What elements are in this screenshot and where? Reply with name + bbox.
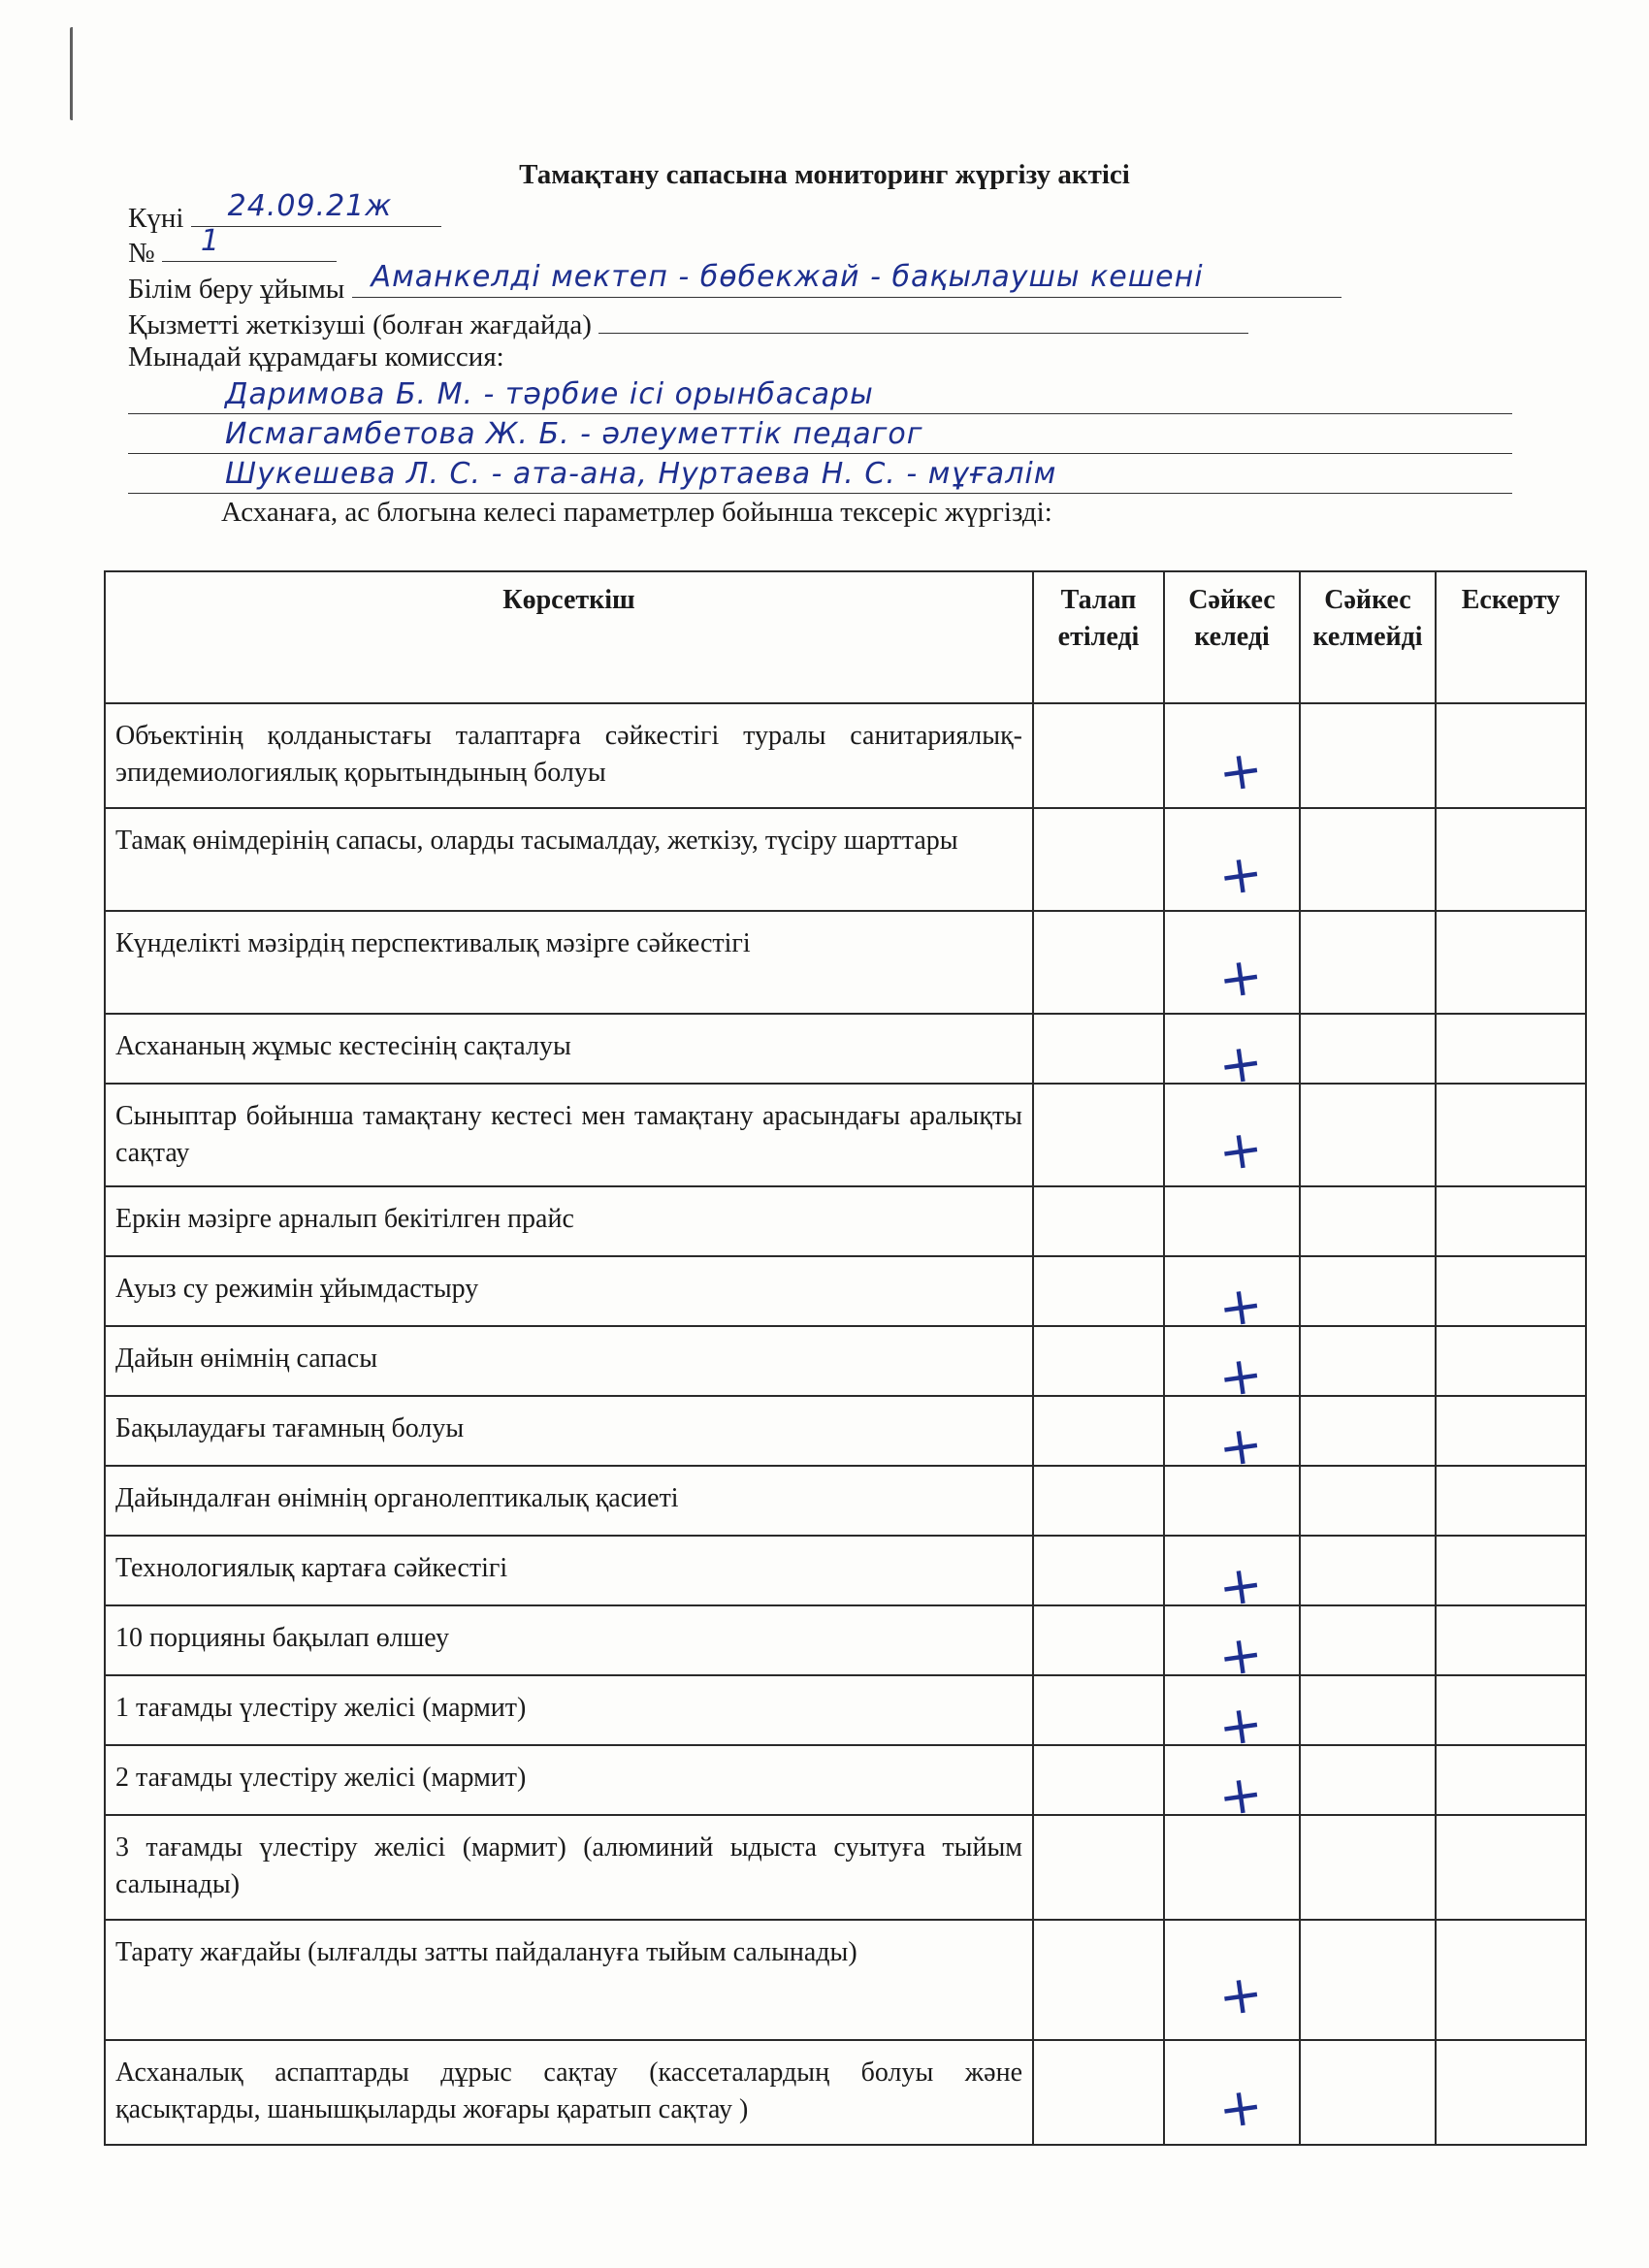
not-complies-cell[interactable] bbox=[1300, 911, 1436, 1014]
not-complies-cell[interactable] bbox=[1300, 1014, 1436, 1084]
not-complies-cell[interactable] bbox=[1300, 703, 1436, 808]
plus-mark: + bbox=[1214, 1692, 1267, 1760]
indicator-cell: Тарату жағдайы (ылғалды затты пайдалануға тыйым салынады) bbox=[105, 1920, 1033, 2040]
note-cell[interactable] bbox=[1436, 1815, 1586, 1920]
required-cell[interactable] bbox=[1033, 1466, 1164, 1536]
commission-member: Шукешева Л. С. - ата-ана, Нуртаева Н. С. - мұғалім bbox=[225, 457, 1057, 491]
not-complies-cell[interactable] bbox=[1300, 1326, 1436, 1396]
indicator-cell: Технологиялық картаға сәйкестігі bbox=[105, 1536, 1033, 1605]
table-row bbox=[105, 1256, 1586, 1326]
complies-cell[interactable] bbox=[1164, 1256, 1300, 1341]
intro-text: Асханаға, ас блогына келесі параметрлер бойынша тексеріс жүргізді: bbox=[221, 497, 1052, 528]
plus-mark: + bbox=[1214, 1552, 1267, 1620]
not-complies-cell[interactable] bbox=[1300, 1466, 1436, 1536]
not-complies-cell[interactable] bbox=[1300, 1256, 1436, 1326]
plus-mark: + bbox=[1214, 1117, 1267, 1184]
complies-cell[interactable] bbox=[1164, 808, 1300, 911]
not-complies-cell[interactable] bbox=[1300, 1815, 1436, 1920]
complies-cell[interactable] bbox=[1164, 1186, 1300, 1256]
date-label: Күні bbox=[128, 203, 184, 234]
table-row bbox=[105, 1396, 1586, 1466]
date-line bbox=[128, 189, 441, 236]
plus-mark: + bbox=[1214, 1622, 1267, 1690]
required-cell[interactable] bbox=[1033, 808, 1164, 911]
not-complies-cell[interactable] bbox=[1300, 1186, 1436, 1256]
note-cell[interactable] bbox=[1436, 1396, 1586, 1466]
indicator-cell: Бақылаудағы тағамның болуы bbox=[105, 1396, 1033, 1466]
required-cell[interactable] bbox=[1033, 1536, 1164, 1605]
table-row bbox=[105, 1675, 1586, 1745]
indicator-cell: 2 тағамды үлестіру желісі (мармит) bbox=[105, 1745, 1033, 1815]
not-complies-cell[interactable] bbox=[1300, 1396, 1436, 1466]
header-required: Талап етіледі bbox=[1033, 571, 1164, 703]
indicator-cell: Еркін мәзірге арналып бекітілген прайс bbox=[105, 1186, 1033, 1256]
provider-label: Қызметті жеткізуші (болған жағдайда) bbox=[128, 309, 592, 340]
not-complies-cell[interactable] bbox=[1300, 2040, 1436, 2145]
table-row bbox=[105, 1326, 1586, 1396]
indicator-cell: Тамақ өнімдерінің сапасы, оларды тасымалдау, жеткізу, түсіру шарттары bbox=[105, 808, 1033, 911]
complies-cell[interactable] bbox=[1164, 1084, 1300, 1186]
required-cell[interactable] bbox=[1033, 2040, 1164, 2145]
indicator-cell: 3 тағамды үлестіру желісі (мармит) (алюминий ыдыста суытуға тыйым салынады) bbox=[105, 1815, 1033, 1920]
indicator-cell: Дайындалған өнімнің органолептикалық қасиеті bbox=[105, 1466, 1033, 1536]
plus-mark: + bbox=[1214, 944, 1267, 1012]
indicator-cell: Күнделікті мәзірдің перспективалық мәзірге сәйкестігі bbox=[105, 911, 1033, 1014]
not-complies-cell[interactable] bbox=[1300, 1536, 1436, 1605]
table-header-row bbox=[105, 571, 1586, 703]
date-value: 24.09.21ж bbox=[227, 189, 393, 223]
note-cell[interactable] bbox=[1436, 911, 1586, 1014]
required-cell[interactable] bbox=[1033, 1014, 1164, 1084]
table-row bbox=[105, 1605, 1586, 1675]
commission-member: Исмагамбетова Ж. Б. - әлеуметтік педагог bbox=[225, 417, 923, 451]
not-complies-cell[interactable] bbox=[1300, 1605, 1436, 1675]
table-row bbox=[105, 1466, 1586, 1536]
note-cell[interactable] bbox=[1436, 1326, 1586, 1396]
header-indicator: Көрсеткіш bbox=[105, 571, 1033, 703]
table-row bbox=[105, 703, 1586, 808]
commission-member-line[interactable] bbox=[128, 458, 1512, 494]
plus-mark: + bbox=[1214, 737, 1267, 805]
plus-mark: + bbox=[1214, 1343, 1267, 1410]
table-row bbox=[105, 1536, 1586, 1605]
note-cell[interactable] bbox=[1436, 808, 1586, 911]
note-cell[interactable] bbox=[1436, 703, 1586, 808]
complies-cell[interactable] bbox=[1164, 1745, 1300, 1830]
table-row bbox=[105, 911, 1586, 1014]
plus-mark: + bbox=[1214, 841, 1267, 909]
indicator-cell: Объектінің қолданыстағы талаптарға сәйкестігі туралы санитариялық-эпидемиологиялық қорытындының болуы bbox=[105, 703, 1033, 808]
indicator-cell: Дайын өнімнің сапасы bbox=[105, 1326, 1033, 1396]
required-cell[interactable] bbox=[1033, 1920, 1164, 2040]
table-row bbox=[105, 1084, 1586, 1186]
required-cell[interactable] bbox=[1033, 703, 1164, 808]
number-label: № bbox=[128, 238, 155, 269]
table-row bbox=[105, 808, 1586, 911]
complies-cell[interactable] bbox=[1164, 1675, 1300, 1760]
required-cell[interactable] bbox=[1033, 1186, 1164, 1256]
note-cell[interactable] bbox=[1436, 1014, 1586, 1084]
number-line bbox=[128, 224, 337, 271]
complies-cell[interactable] bbox=[1164, 1605, 1300, 1690]
table-row bbox=[105, 1920, 1586, 2040]
required-cell[interactable] bbox=[1033, 1815, 1164, 1920]
note-cell[interactable] bbox=[1436, 1466, 1586, 1536]
organization-line bbox=[128, 260, 1342, 307]
staple-mark bbox=[70, 27, 77, 120]
complies-cell[interactable] bbox=[1164, 1326, 1300, 1410]
not-complies-cell[interactable] bbox=[1300, 808, 1436, 911]
monitoring-table bbox=[104, 570, 1587, 2146]
header-not-complies: Сәйкес келмейді bbox=[1300, 571, 1436, 703]
not-complies-cell[interactable] bbox=[1300, 1084, 1436, 1186]
required-cell[interactable] bbox=[1033, 1675, 1164, 1745]
header-note: Ескерту bbox=[1436, 571, 1586, 703]
note-cell[interactable] bbox=[1436, 1256, 1586, 1326]
table-row bbox=[105, 2040, 1586, 2145]
note-cell[interactable] bbox=[1436, 1920, 1586, 2040]
organization-value: Аманкелді мектеп - бөбекжай - бақылаушы кешені bbox=[371, 260, 1204, 294]
required-cell[interactable] bbox=[1033, 1396, 1164, 1466]
indicator-cell: Сыныптар бойынша тамақтану кестесі мен тамақтану арасындағы аралықты сақтау bbox=[105, 1084, 1033, 1186]
complies-cell[interactable] bbox=[1164, 1014, 1300, 1098]
note-cell[interactable] bbox=[1436, 1745, 1586, 1815]
table-row bbox=[105, 1815, 1586, 1920]
complies-cell[interactable] bbox=[1164, 703, 1300, 808]
not-complies-cell[interactable] bbox=[1300, 1745, 1436, 1815]
indicator-cell: Асханалық аспаптарды дұрыс сақтау (кассеталардың болуы және қасықтарды, шанышқыларды жоғары қаратып сақтау ) bbox=[105, 2040, 1033, 2145]
note-cell[interactable] bbox=[1436, 1605, 1586, 1675]
commission-member-line[interactable] bbox=[128, 378, 1512, 414]
table-row bbox=[105, 1745, 1586, 1815]
required-cell[interactable] bbox=[1033, 1084, 1164, 1186]
required-cell[interactable] bbox=[1033, 911, 1164, 1014]
provider-line bbox=[128, 304, 1248, 342]
plus-mark: + bbox=[1214, 1412, 1267, 1480]
plus-mark: + bbox=[1214, 1273, 1267, 1341]
complies-cell[interactable] bbox=[1164, 1920, 1300, 2040]
date-field[interactable] bbox=[191, 189, 441, 227]
plus-mark: + bbox=[1214, 2074, 1267, 2142]
complies-cell[interactable] bbox=[1164, 2040, 1300, 2145]
note-cell[interactable] bbox=[1436, 1186, 1586, 1256]
required-cell[interactable] bbox=[1033, 1605, 1164, 1675]
indicator-cell: 1 тағамды үлестіру желісі (мармит) bbox=[105, 1675, 1033, 1745]
note-cell[interactable] bbox=[1436, 1084, 1586, 1186]
indicator-cell: 10 порцияны бақылап өлшеу bbox=[105, 1605, 1033, 1675]
required-cell[interactable] bbox=[1033, 1745, 1164, 1815]
document-title: Тамақтану сапасына мониторинг жүргізу актісі bbox=[519, 159, 1130, 190]
required-cell[interactable] bbox=[1033, 1256, 1164, 1326]
complies-cell[interactable] bbox=[1164, 1536, 1300, 1620]
note-cell[interactable] bbox=[1436, 1675, 1586, 1745]
indicator-cell: Ауыз су режимін ұйымдастыру bbox=[105, 1256, 1033, 1326]
complies-cell[interactable] bbox=[1164, 1466, 1300, 1536]
plus-mark: + bbox=[1214, 1961, 1267, 2029]
not-complies-cell[interactable] bbox=[1300, 1675, 1436, 1745]
organization-field[interactable] bbox=[352, 260, 1342, 298]
indicator-cell: Асхананың жұмыс кестесінің сақталуы bbox=[105, 1014, 1033, 1084]
required-cell[interactable] bbox=[1033, 1326, 1164, 1396]
plus-mark: + bbox=[1214, 1762, 1267, 1830]
complies-cell[interactable] bbox=[1164, 1396, 1300, 1480]
commission-member-line[interactable] bbox=[128, 418, 1512, 454]
complies-cell[interactable] bbox=[1164, 911, 1300, 1014]
number-field[interactable] bbox=[162, 224, 337, 262]
commission-member: Даримова Б. М. - тәрбие ісі орынбасары bbox=[225, 377, 874, 411]
number-value: 1 bbox=[200, 224, 221, 258]
organization-label: Білім беру ұйымы bbox=[128, 274, 345, 305]
table-row bbox=[105, 1186, 1586, 1256]
complies-cell[interactable] bbox=[1164, 1815, 1300, 1920]
note-cell[interactable] bbox=[1436, 2040, 1586, 2145]
plus-mark: + bbox=[1214, 1030, 1267, 1098]
note-cell[interactable] bbox=[1436, 1536, 1586, 1605]
not-complies-cell[interactable] bbox=[1300, 1920, 1436, 2040]
commission-label: Мынадай құрамдағы комиссия: bbox=[128, 341, 504, 373]
header-complies: Сәйкес келеді bbox=[1164, 571, 1300, 703]
provider-field[interactable] bbox=[598, 304, 1248, 334]
table-row bbox=[105, 1014, 1586, 1084]
